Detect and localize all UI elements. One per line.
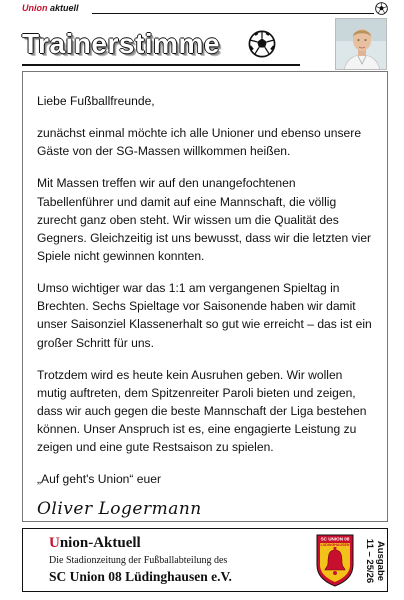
crest-text-top: SC UNION 08	[320, 536, 350, 542]
page-title: Trainerstimme	[22, 28, 220, 59]
section-banner	[22, 28, 322, 68]
footer-club-name: SC Union 08 Lüdinghausen e.V.	[49, 569, 232, 584]
issue-label	[363, 532, 385, 589]
letter-closing: „Auf geht's Union“ euer	[37, 472, 161, 487]
footer-title	[49, 535, 141, 552]
letter-paragraph: Trotzdem wird es heute kein Ausruhen geben. Wir wollen mutig auftreten, dem Spitzenreiter Paroli bieten und zeigen, dass wir auch gegen die beste Mannschaft der Liga bestehen können. Unser Anspruch ist es, eine engagierte Leistung zu zeigen und eine gute Restsaison zu spielen.	[37, 367, 367, 455]
header-rule	[92, 13, 374, 14]
issue-word: Ausgabe	[374, 540, 386, 581]
club-crest-bell-icon	[315, 533, 355, 587]
footer-title-initial: U	[49, 535, 60, 551]
crest-text-bottom: LÜDINGHAUSEN	[320, 542, 350, 547]
soccer-ball-icon	[375, 2, 388, 15]
footer-title-rest: nion-Aktuell	[59, 535, 141, 551]
letter-paragraph: Mit Massen treffen wir auf den unangefochtenen Tabellenführer und damit auf eine Mannschaft, die völlig zurecht ganz oben steht. Wir wissen um die Qualität des Gegners. Gleichzeitig ist uns bewusst, dass wir die letzten vier Spiele nicht gewinnen konnten.	[37, 176, 372, 263]
brand-label-aktuell: aktuell	[50, 3, 79, 13]
brand-label	[22, 3, 79, 13]
letter-paragraph: zunächst einmal möchte ich alle Unioner und ebenso unsere Gäste von der SG-Massen willkommen heißen.	[37, 126, 362, 159]
soccer-ball-icon	[248, 30, 276, 58]
banner-underline	[22, 64, 300, 66]
coach-portrait-icon	[336, 19, 387, 70]
brand-label-union: Union	[22, 3, 48, 13]
issue-number: 11 – 25/26	[364, 538, 375, 583]
signature: Oliver Logermann	[37, 498, 202, 519]
top-header-strip	[22, 3, 388, 17]
footer-subtitle: Die Stadionzeitung der Fußballabteilung des	[49, 555, 228, 566]
coach-photo	[335, 18, 387, 70]
letter-box	[22, 71, 388, 522]
letter-greeting: Liebe Fußballfreunde,	[37, 94, 155, 108]
letter-paragraph: Umso wichtiger war das 1:1 am vergangenen Spieltag in Brechten. Sechs Spieltage vor Saisonende haben wir damit unser Saisonziel Klassenerhalt so gut wie erreicht – das ist ein großer Schritt für uns.	[37, 281, 372, 350]
footer-box	[22, 528, 388, 592]
